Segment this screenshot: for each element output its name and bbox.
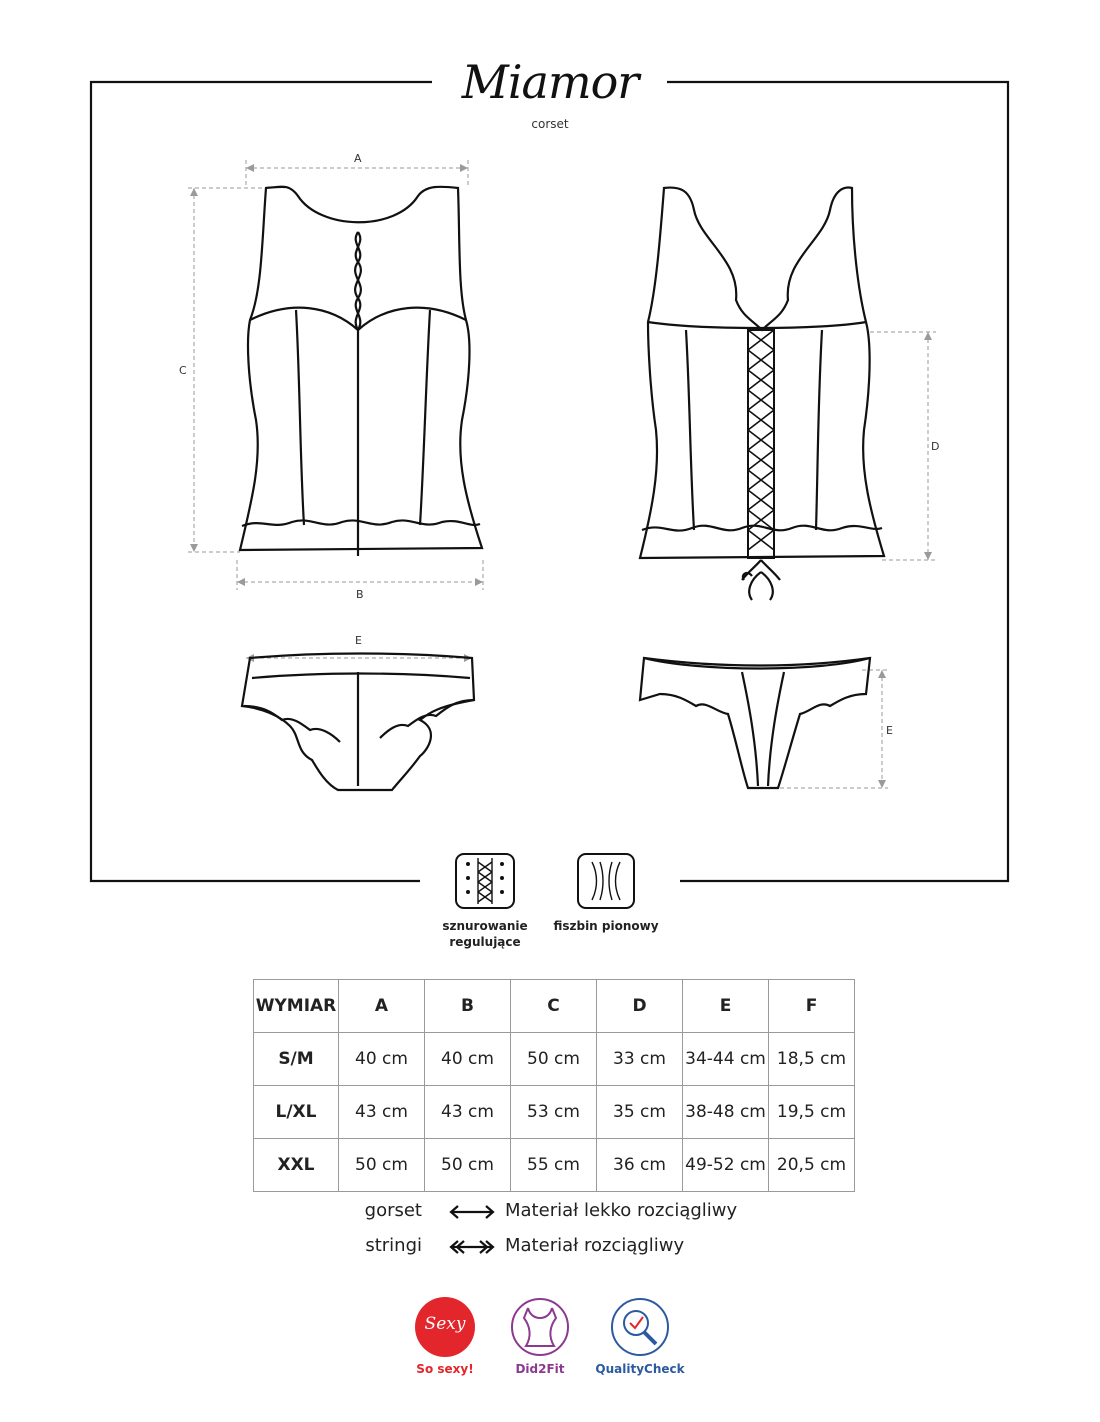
back-corset-outline bbox=[640, 188, 884, 558]
badge-label-qualitycheck: QualityCheck bbox=[595, 1362, 685, 1376]
table-header-cell: C bbox=[511, 980, 597, 1033]
table-row bbox=[254, 1033, 855, 1086]
feature-lacing-label: sznurowanie regulujące bbox=[442, 919, 528, 949]
material-item-stringi: stringi bbox=[365, 1235, 422, 1256]
dress-fit-icon bbox=[512, 1299, 568, 1355]
table-cell: 40 cm bbox=[425, 1033, 511, 1086]
size-table-header-row bbox=[254, 980, 855, 1033]
frame-border bbox=[91, 82, 1008, 881]
back-thong-inner-seam-left bbox=[742, 672, 758, 786]
table-cell: 50 cm bbox=[339, 1139, 425, 1192]
back-lacing-panel bbox=[748, 330, 774, 558]
magnifier-check-icon bbox=[612, 1299, 668, 1355]
table-cell: 43 cm bbox=[425, 1086, 511, 1139]
back-panel-seam-left bbox=[686, 330, 694, 530]
back-lacing-bow bbox=[742, 560, 780, 600]
badge-label-did2fit: Did2Fit bbox=[515, 1362, 565, 1376]
double-arrow-icon bbox=[451, 1241, 493, 1253]
brand-name: Miamor bbox=[461, 55, 639, 109]
front-panel-seam-left bbox=[296, 310, 304, 525]
table-cell: XXL bbox=[254, 1139, 339, 1192]
vertical-boning-icon bbox=[578, 854, 634, 908]
badge-label-sexy: So sexy! bbox=[416, 1362, 474, 1376]
table-cell: 36 cm bbox=[597, 1139, 683, 1192]
table-cell: 38-48 cm bbox=[683, 1086, 769, 1139]
back-thong-outline bbox=[640, 658, 870, 788]
dimension-a-label: A bbox=[354, 152, 362, 165]
table-cell: 34-44 cm bbox=[683, 1033, 769, 1086]
table-header-cell: D bbox=[597, 980, 683, 1033]
back-panel-seam-right bbox=[816, 330, 822, 530]
lacing-icon bbox=[456, 854, 514, 908]
table-header-cell: WYMIAR bbox=[254, 980, 339, 1033]
table-cell: 19,5 cm bbox=[769, 1086, 855, 1139]
front-panties-waistband bbox=[252, 674, 470, 679]
front-keyhole bbox=[355, 232, 361, 330]
material-description-gorset: Materiał lekko rozciągliwy bbox=[505, 1200, 738, 1221]
material-description-stringi: Materiał rozciągliwy bbox=[505, 1235, 685, 1256]
table-cell: 53 cm bbox=[511, 1086, 597, 1139]
table-header-cell: B bbox=[425, 980, 511, 1033]
table-cell: 55 cm bbox=[511, 1139, 597, 1192]
dimension-d-label: D bbox=[931, 440, 940, 453]
material-item-gorset: gorset bbox=[364, 1200, 422, 1221]
table-cell: 18,5 cm bbox=[769, 1033, 855, 1086]
front-panel-seam-right bbox=[420, 310, 430, 525]
table-header-cell: E bbox=[683, 980, 769, 1033]
table-row bbox=[254, 1139, 855, 1192]
dimension-e-back-label: E bbox=[886, 724, 893, 737]
table-cell: S/M bbox=[254, 1033, 339, 1086]
back-lacing-cross bbox=[748, 330, 774, 550]
table-cell: L/XL bbox=[254, 1086, 339, 1139]
size-table bbox=[253, 979, 855, 1192]
back-thong-inner-seam-right bbox=[768, 672, 784, 786]
table-cell: 35 cm bbox=[597, 1086, 683, 1139]
table-header-cell: A bbox=[339, 980, 425, 1033]
sexy-badge-text: Sexy bbox=[424, 1314, 466, 1334]
table-cell: 40 cm bbox=[339, 1033, 425, 1086]
table-cell: 33 cm bbox=[597, 1033, 683, 1086]
table-row bbox=[254, 1086, 855, 1139]
dimension-c-label: C bbox=[179, 364, 187, 377]
table-cell: 49-52 cm bbox=[683, 1139, 769, 1192]
table-cell: 50 cm bbox=[511, 1033, 597, 1086]
table-cell: 20,5 cm bbox=[769, 1139, 855, 1192]
back-thong-waistband bbox=[644, 658, 870, 669]
dimension-e-front-label: E bbox=[355, 634, 362, 647]
table-cell: 43 cm bbox=[339, 1086, 425, 1139]
feature-boning-label: fiszbin pionowy bbox=[553, 919, 659, 933]
dimension-b-label: B bbox=[356, 588, 364, 601]
table-header-cell: F bbox=[769, 980, 855, 1033]
front-lace-hem bbox=[242, 520, 480, 526]
product-type: corset bbox=[531, 117, 569, 131]
single-arrow-icon bbox=[451, 1206, 493, 1218]
table-cell: 50 cm bbox=[425, 1139, 511, 1192]
back-lace-hem bbox=[642, 526, 882, 531]
